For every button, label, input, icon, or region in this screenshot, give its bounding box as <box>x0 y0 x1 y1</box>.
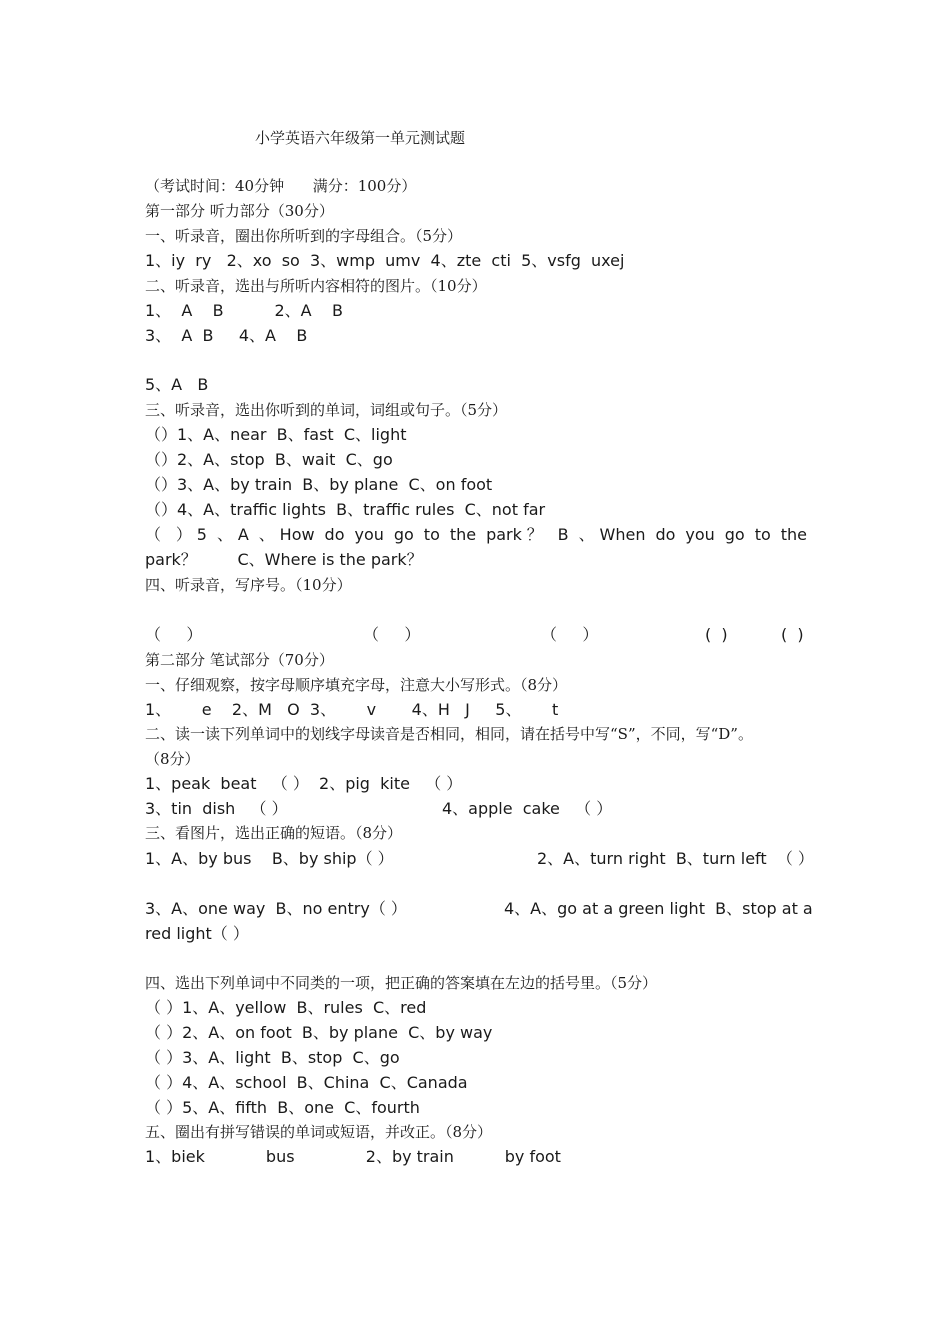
part2-q2-line2-left: 3、tin dish （ ） <box>145 799 288 818</box>
part1-q3-item: （）4、A、traffic lights B、traffic rules C、not far <box>145 500 546 519</box>
part1-heading: 第一部分 听力部分（30分） <box>145 202 334 220</box>
part1-q1-heading: 一、听录音，圈出你所听到的字母组合。（5分） <box>145 227 463 245</box>
part2-q2-line2-right: 4、apple cake （ ） <box>442 799 613 818</box>
part2-q1-letters: 1、 e 2、M O 3、 v 4、H J 5、 t <box>145 700 559 719</box>
document-title: 小学英语六年级第一单元测试题 <box>254 129 465 147</box>
part2-q3-heading: 三、看图片，选出正确的短语。（8分） <box>145 824 403 842</box>
part2-q4-item: （ ）5、A、fifth B、one C、fourth <box>145 1098 420 1117</box>
part1-q1-options: 1、iy ry 2、xo so 3、wmp umv 4、zte cti 5、vsfg uxej <box>145 251 625 270</box>
part2-q2-heading-line2: （8分） <box>145 750 200 768</box>
part2-q3-line2-right: 4、A、go at a green light B、stop at a <box>504 899 813 918</box>
part2-q4-item: （ ）4、A、school B、China C、Canada <box>145 1073 468 1092</box>
answer-bracket: ( ) <box>781 625 804 644</box>
part1-q3-item5-line2: park？ C、Where is the park？ <box>145 550 423 569</box>
part1-q2-line1: 1、 A B 2、A B <box>145 301 343 320</box>
part1-q3-item: （）3、A、by train B、by plane C、on foot <box>145 475 493 494</box>
part2-q4-item: （ ）2、A、on foot B、by plane C、by way <box>145 1023 493 1042</box>
part1-q3-item: （）1、A、near B、fast C、light <box>145 425 407 444</box>
part1-q4-heading: 四、听录音，写序号。（10分） <box>145 576 352 594</box>
part1-q2-line2: 3、 A B 4、A B <box>145 326 308 345</box>
part2-q1-heading: 一、仔细观察，按字母顺序填充字母，注意大小写形式。（8分） <box>145 676 568 694</box>
part1-q3-heading: 三、听录音，选出你听到的单词，词组或句子。（5分） <box>145 401 508 419</box>
exam-info: （考试时间：40分钟 满分：100分） <box>145 177 417 195</box>
part2-q5-line: 1、biek bus 2、by train by foot <box>145 1147 561 1166</box>
part2-heading: 第二部分 笔试部分（70分） <box>145 651 334 669</box>
part2-q3-line1-right: 2、A、turn right B、turn left （ ） <box>537 849 814 868</box>
part2-q3-line1-left: 1、A、by bus B、by ship（ ） <box>145 849 394 868</box>
answer-bracket: （ ） <box>363 625 421 644</box>
part2-q2-line1: 1、peak beat （ ） 2、pig kite （ ） <box>145 774 463 793</box>
part1-q3-item: （）2、A、stop B、wait C、go <box>145 450 393 469</box>
part2-q5-heading: 五、圈出有拼写错误的单词或短语，并改正。（8分） <box>145 1123 493 1141</box>
part2-q3-line3: red light（ ） <box>145 924 249 943</box>
part2-q4-heading: 四、选出下列单词中不同类的一项，把正确的答案填在左边的括号里。（5分） <box>145 974 658 992</box>
answer-bracket: ( ) <box>705 625 728 644</box>
part2-q3-line2-left: 3、A、one way B、no entry（ ） <box>145 899 407 918</box>
part1-q2-line3: 5、A B <box>145 375 209 394</box>
part2-q4-item: （ ）3、A、light B、stop C、go <box>145 1048 400 1067</box>
part2-q2-heading-line1: 二、读一读下列单词中的划线字母读音是否相同，相同，请在括号中写“S”，不同，写“D”。 <box>145 725 753 743</box>
answer-bracket: （ ） <box>541 625 599 644</box>
answer-bracket: （ ） <box>145 625 203 644</box>
part1-q3-item5-line1: （ ）5 、A 、How do you go to the park？ B 、When do you go to the <box>145 525 807 544</box>
part1-q2-heading: 二、听录音，选出与所听内容相符的图片。（10分） <box>145 277 487 295</box>
part2-q4-item: （ ）1、A、yellow B、rules C、red <box>145 998 427 1017</box>
